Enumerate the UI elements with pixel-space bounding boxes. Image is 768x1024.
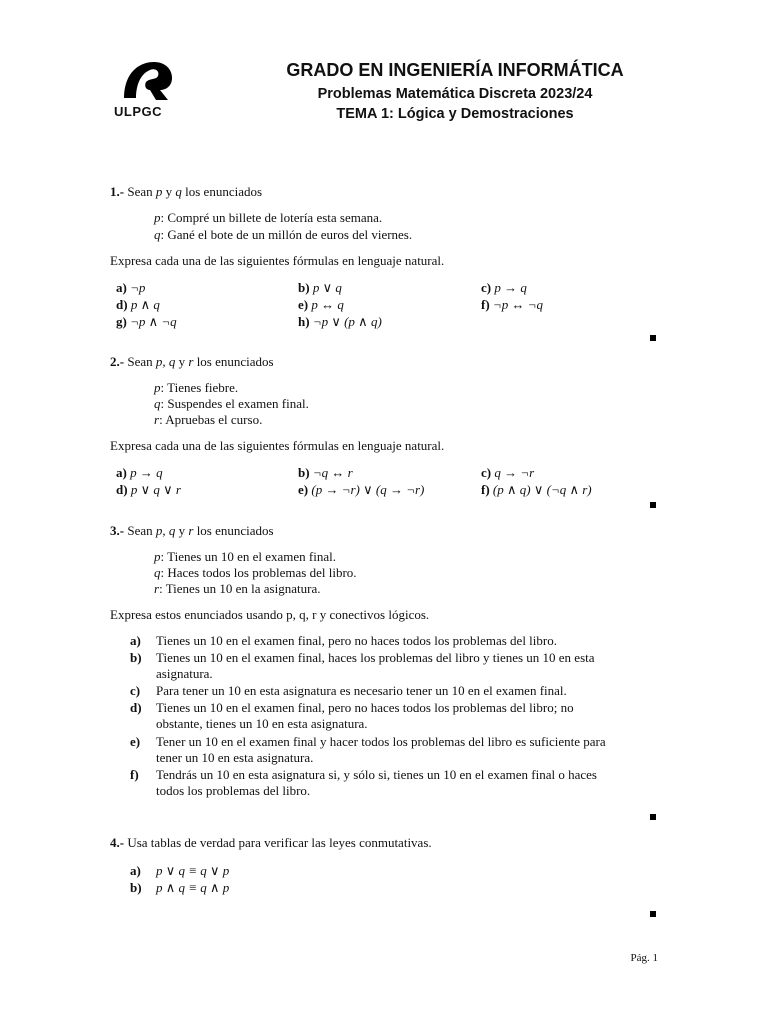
formula-expr: p ∨ q ∨ r — [130, 482, 181, 497]
formula-expr: ¬p — [130, 280, 146, 295]
item-text: Tener un 10 en el examen final y hacer todos los problemas del libro es suficiente para — [156, 734, 606, 749]
formula — [481, 297, 543, 313]
item-text: tener un 10 en esta asignatura. — [156, 750, 314, 765]
definition-text: : Gané el bote de un millón de euros del viernes. — [160, 227, 413, 242]
formula-label: c) — [481, 465, 492, 480]
formula — [298, 280, 342, 296]
formula-expr: q → ¬r — [494, 465, 535, 480]
definition-text: : Apruebas el curso. — [159, 412, 263, 427]
problem-number: 4.- — [110, 835, 125, 850]
problem-number: 1.- — [110, 184, 125, 199]
var: p — [155, 184, 163, 199]
formula — [116, 297, 160, 313]
item-text: Para tener un 10 en esta asignatura es necesario tener un 10 en el examen final. — [156, 683, 567, 698]
formula — [116, 482, 181, 498]
item-label: a) — [130, 633, 141, 648]
formula-label: f) — [481, 482, 490, 497]
definition — [154, 412, 262, 428]
formula-expr: p ↔ q — [311, 297, 344, 312]
definition-text: : Tienes un 10 en el examen final. — [160, 549, 336, 564]
intro-text: Usa tablas de verdad para verificar las leyes conmutativas. — [124, 835, 432, 850]
var: r — [154, 412, 160, 427]
document-title: GRADO EN INGENIERÍA INFORMÁTICA — [286, 60, 624, 80]
intro-text: Sean — [124, 523, 156, 538]
var: q — [154, 227, 161, 242]
item-label: b) — [130, 880, 142, 895]
item-text: Tienes un 10 en el examen final, haces los problemas del libro y tienes un 10 en esta — [156, 650, 595, 665]
formula — [298, 482, 424, 498]
definition-text: : Tienes fiebre. — [160, 380, 239, 395]
problem-4-intro — [110, 835, 432, 851]
intro-text: los enunciados — [193, 354, 274, 369]
formula — [116, 314, 177, 330]
intro-text: Sean — [124, 184, 156, 199]
item-text: asignatura. — [156, 666, 213, 681]
item-label: d) — [130, 700, 142, 715]
instruction: Expresa estos enunciados usando p, q, r y conectivos lógicos. — [110, 607, 430, 622]
definition — [154, 549, 336, 565]
var: p — [154, 549, 161, 564]
definition — [154, 380, 238, 396]
var: p — [154, 210, 161, 225]
problem-2-intro — [110, 354, 274, 370]
problem-1-intro — [110, 184, 262, 200]
page-number: Pág. 1 — [630, 952, 658, 964]
definition-text: : Compré un billete de lotería esta semana. — [160, 210, 383, 225]
formula — [298, 465, 353, 481]
formula-label: e) — [298, 482, 309, 497]
problem-3-intro — [110, 523, 274, 539]
formula-expr: p ∨ q — [312, 280, 342, 295]
var: p, q — [155, 354, 176, 369]
item-label: a) — [130, 863, 141, 878]
item-label: f) — [130, 767, 139, 782]
formula-label: d) — [116, 297, 128, 312]
definition-text: : Suspendes el examen final. — [160, 396, 309, 411]
formula-label: e) — [298, 297, 309, 312]
document-subtitle: Problemas Matemática Discreta 2023/24 — [317, 86, 593, 102]
definition — [154, 581, 320, 597]
intro-text: y — [175, 354, 189, 369]
formula-label: b) — [298, 465, 310, 480]
formula — [481, 482, 592, 498]
formula-label: b) — [298, 280, 310, 295]
var: p, q — [155, 523, 176, 538]
formula-label: g) — [116, 314, 127, 329]
end-of-problem-mark — [650, 502, 656, 508]
formula-expr: p → q — [494, 280, 527, 295]
formula-expr: ¬p ↔ ¬q — [492, 297, 543, 312]
definition-text: : Haces todos los problemas del libro. — [160, 565, 357, 580]
formula — [298, 314, 382, 330]
formula-expr: ¬p ∨ (p ∧ q) — [312, 314, 382, 329]
item-text: obstante, tienes un 10 en esta asignatura. — [156, 716, 368, 731]
end-of-problem-mark — [650, 814, 656, 820]
intro-text: los enunciados — [181, 184, 263, 199]
end-of-problem-mark — [650, 335, 656, 341]
formula-label: h) — [298, 314, 310, 329]
item-text: Tienes un 10 en el examen final, pero no haces todos los problemas del libro. — [156, 633, 557, 648]
item-text: Tendrás un 10 en esta asignatura si, y sólo si, tienes un 10 en el examen final o haces — [156, 767, 597, 782]
intro-text: y — [175, 523, 189, 538]
logo-text: ULPGC — [114, 104, 162, 119]
formula-label: a) — [116, 280, 127, 295]
problem-number: 2.- — [110, 354, 125, 369]
formula-label: f) — [481, 297, 490, 312]
problem-number: 3.- — [110, 523, 125, 538]
var: q — [154, 396, 161, 411]
formula-label: c) — [481, 280, 492, 295]
formula-label: a) — [116, 465, 127, 480]
item-expr: p ∨ q ≡ q ∨ p — [156, 863, 230, 878]
formula-expr: ¬q ↔ r — [312, 465, 353, 480]
definition — [154, 396, 309, 412]
formula-expr: (p → ¬r) ∨ (q → ¬r) — [311, 482, 425, 497]
item-label: c) — [130, 683, 141, 698]
intro-text: y — [162, 184, 176, 199]
definition — [154, 565, 357, 581]
ulpgc-logo-icon — [116, 56, 174, 102]
definition-text: : Tienes un 10 en la asignatura. — [159, 581, 321, 596]
end-of-problem-mark — [650, 911, 656, 917]
definition — [154, 227, 412, 243]
var: q — [154, 565, 161, 580]
formula-expr: p → q — [130, 465, 163, 480]
formula-expr: ¬p ∧ ¬q — [130, 314, 177, 329]
intro-text: los enunciados — [193, 523, 274, 538]
document-topic: TEMA 1: Lógica y Demostraciones — [336, 106, 574, 122]
item-text: todos los problemas del libro. — [156, 783, 311, 798]
formula — [116, 465, 163, 481]
formula — [481, 465, 534, 481]
item-expr: p ∧ q ≡ q ∧ p — [156, 880, 230, 895]
formula — [298, 297, 344, 313]
item-label: b) — [130, 650, 142, 665]
intro-text: Sean — [124, 354, 156, 369]
instruction: Expresa cada una de las siguientes fórmulas en lenguaje natural. — [110, 438, 445, 453]
formula-label: d) — [116, 482, 128, 497]
definition — [154, 210, 382, 226]
var: r — [154, 581, 160, 596]
var: r — [188, 523, 194, 538]
item-label: e) — [130, 734, 141, 749]
formula — [481, 280, 527, 296]
ulpgc-logo — [112, 56, 178, 120]
var: p — [154, 380, 161, 395]
formula — [116, 280, 145, 296]
formula-expr: p ∧ q — [130, 297, 160, 312]
var: r — [188, 354, 194, 369]
formula-expr: (p ∧ q) ∨ (¬q ∧ r) — [492, 482, 592, 497]
var: q — [175, 184, 182, 199]
instruction: Expresa cada una de las siguientes fórmulas en lenguaje natural. — [110, 253, 445, 268]
item-text: Tienes un 10 en el examen final, pero no haces todos los problemas del libro; no — [156, 700, 574, 715]
